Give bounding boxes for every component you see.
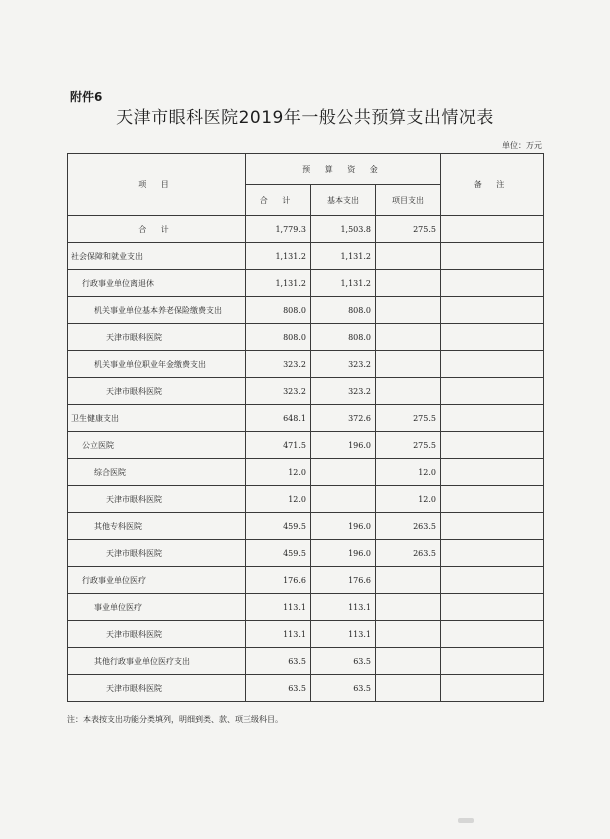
row-project: 275.5 (376, 405, 441, 432)
table-row (68, 405, 544, 432)
row-basic: 196.0 (311, 513, 376, 540)
header-project: 项目支出 (376, 185, 441, 216)
row-basic: 196.0 (311, 540, 376, 567)
row-project: 12.0 (376, 459, 441, 486)
row-remark (441, 351, 544, 378)
row-label: 天津市眼科医院 (68, 378, 246, 405)
row-project (376, 297, 441, 324)
unit-label: 单位：万元 (502, 141, 542, 150)
row-basic: 1,131.2 (311, 270, 376, 297)
header-remark: 备 注 (441, 154, 544, 216)
row-basic: 808.0 (311, 297, 376, 324)
row-basic: 808.0 (311, 324, 376, 351)
row-total: 808.0 (246, 297, 311, 324)
row-label: 合 计 (68, 216, 246, 243)
row-project (376, 270, 441, 297)
table-row (68, 432, 544, 459)
row-label: 机关事业单位基本养老保险缴费支出 (68, 297, 246, 324)
row-remark (441, 513, 544, 540)
row-label: 社会保障和就业支出 (68, 243, 246, 270)
row-basic: 372.6 (311, 405, 376, 432)
attachment-label: 附件6 (70, 90, 103, 104)
row-project (376, 243, 441, 270)
header-item: 项 目 (68, 154, 246, 216)
row-basic (311, 459, 376, 486)
row-total: 113.1 (246, 594, 311, 621)
row-remark (441, 432, 544, 459)
row-label: 天津市眼科医院 (68, 540, 246, 567)
row-label: 天津市眼科医院 (68, 324, 246, 351)
row-basic: 196.0 (311, 432, 376, 459)
row-label: 综合医院 (68, 459, 246, 486)
row-basic: 1,503.8 (311, 216, 376, 243)
row-project (376, 378, 441, 405)
table-row (68, 540, 544, 567)
row-label: 事业单位医疗 (68, 594, 246, 621)
header-funds: 预 算 资 金 (246, 154, 441, 185)
row-project (376, 351, 441, 378)
row-label: 机关事业单位职业年金缴费支出 (68, 351, 246, 378)
row-basic: 323.2 (311, 378, 376, 405)
row-total: 63.5 (246, 675, 311, 702)
table-row (68, 486, 544, 513)
row-remark (441, 594, 544, 621)
header-total: 合 计 (246, 185, 311, 216)
table-row (68, 216, 544, 243)
row-label: 行政事业单位医疗 (68, 567, 246, 594)
page-title: 天津市眼科医院2019年一般公共预算支出情况表 (116, 108, 494, 128)
row-project: 275.5 (376, 216, 441, 243)
table-row (68, 270, 544, 297)
table-row (68, 648, 544, 675)
table-row (68, 567, 544, 594)
row-project (376, 324, 441, 351)
row-label: 天津市眼科医院 (68, 621, 246, 648)
row-remark (441, 216, 544, 243)
row-label: 天津市眼科医院 (68, 675, 246, 702)
row-label: 公立医院 (68, 432, 246, 459)
row-label: 天津市眼科医院 (68, 486, 246, 513)
row-total: 459.5 (246, 513, 311, 540)
row-basic: 323.2 (311, 351, 376, 378)
row-basic: 113.1 (311, 621, 376, 648)
table-row (68, 324, 544, 351)
row-remark (441, 270, 544, 297)
row-total: 323.2 (246, 378, 311, 405)
row-total: 648.1 (246, 405, 311, 432)
table-row (68, 675, 544, 702)
row-project (376, 567, 441, 594)
row-remark (441, 297, 544, 324)
row-total: 176.6 (246, 567, 311, 594)
row-total: 113.1 (246, 621, 311, 648)
row-basic: 1,131.2 (311, 243, 376, 270)
table-row (68, 378, 544, 405)
row-label: 行政事业单位离退休 (68, 270, 246, 297)
budget-table (67, 153, 544, 702)
row-total: 323.2 (246, 351, 311, 378)
row-project: 275.5 (376, 432, 441, 459)
row-total: 63.5 (246, 648, 311, 675)
scan-speck (458, 818, 474, 823)
row-total: 12.0 (246, 459, 311, 486)
row-label: 其他专科医院 (68, 513, 246, 540)
row-project: 12.0 (376, 486, 441, 513)
row-basic: 63.5 (311, 675, 376, 702)
row-project (376, 621, 441, 648)
table-row (68, 594, 544, 621)
row-project (376, 648, 441, 675)
row-remark (441, 621, 544, 648)
table-row (68, 243, 544, 270)
row-total: 1,131.2 (246, 243, 311, 270)
row-total: 471.5 (246, 432, 311, 459)
row-remark (441, 405, 544, 432)
row-project: 263.5 (376, 513, 441, 540)
row-project (376, 594, 441, 621)
table-row (68, 621, 544, 648)
table-row (68, 513, 544, 540)
row-total: 1,779.3 (246, 216, 311, 243)
row-total: 12.0 (246, 486, 311, 513)
table-row (68, 297, 544, 324)
table-row (68, 459, 544, 486)
row-total: 1,131.2 (246, 270, 311, 297)
row-label: 卫生健康支出 (68, 405, 246, 432)
row-label: 其他行政事业单位医疗支出 (68, 648, 246, 675)
table-row (68, 351, 544, 378)
row-total: 808.0 (246, 324, 311, 351)
row-remark (441, 567, 544, 594)
row-remark (441, 243, 544, 270)
row-basic: 176.6 (311, 567, 376, 594)
row-remark (441, 378, 544, 405)
row-project: 263.5 (376, 540, 441, 567)
row-remark (441, 540, 544, 567)
header-basic: 基本支出 (311, 185, 376, 216)
header-row-1 (68, 154, 544, 185)
row-remark (441, 486, 544, 513)
row-remark (441, 324, 544, 351)
row-remark (441, 459, 544, 486)
row-basic (311, 486, 376, 513)
row-basic: 113.1 (311, 594, 376, 621)
row-remark (441, 675, 544, 702)
footnote: 注：本表按支出功能分类填列，明细到类、款、项三级科目。 (67, 715, 283, 724)
row-basic: 63.5 (311, 648, 376, 675)
row-remark (441, 648, 544, 675)
row-total: 459.5 (246, 540, 311, 567)
row-project (376, 675, 441, 702)
